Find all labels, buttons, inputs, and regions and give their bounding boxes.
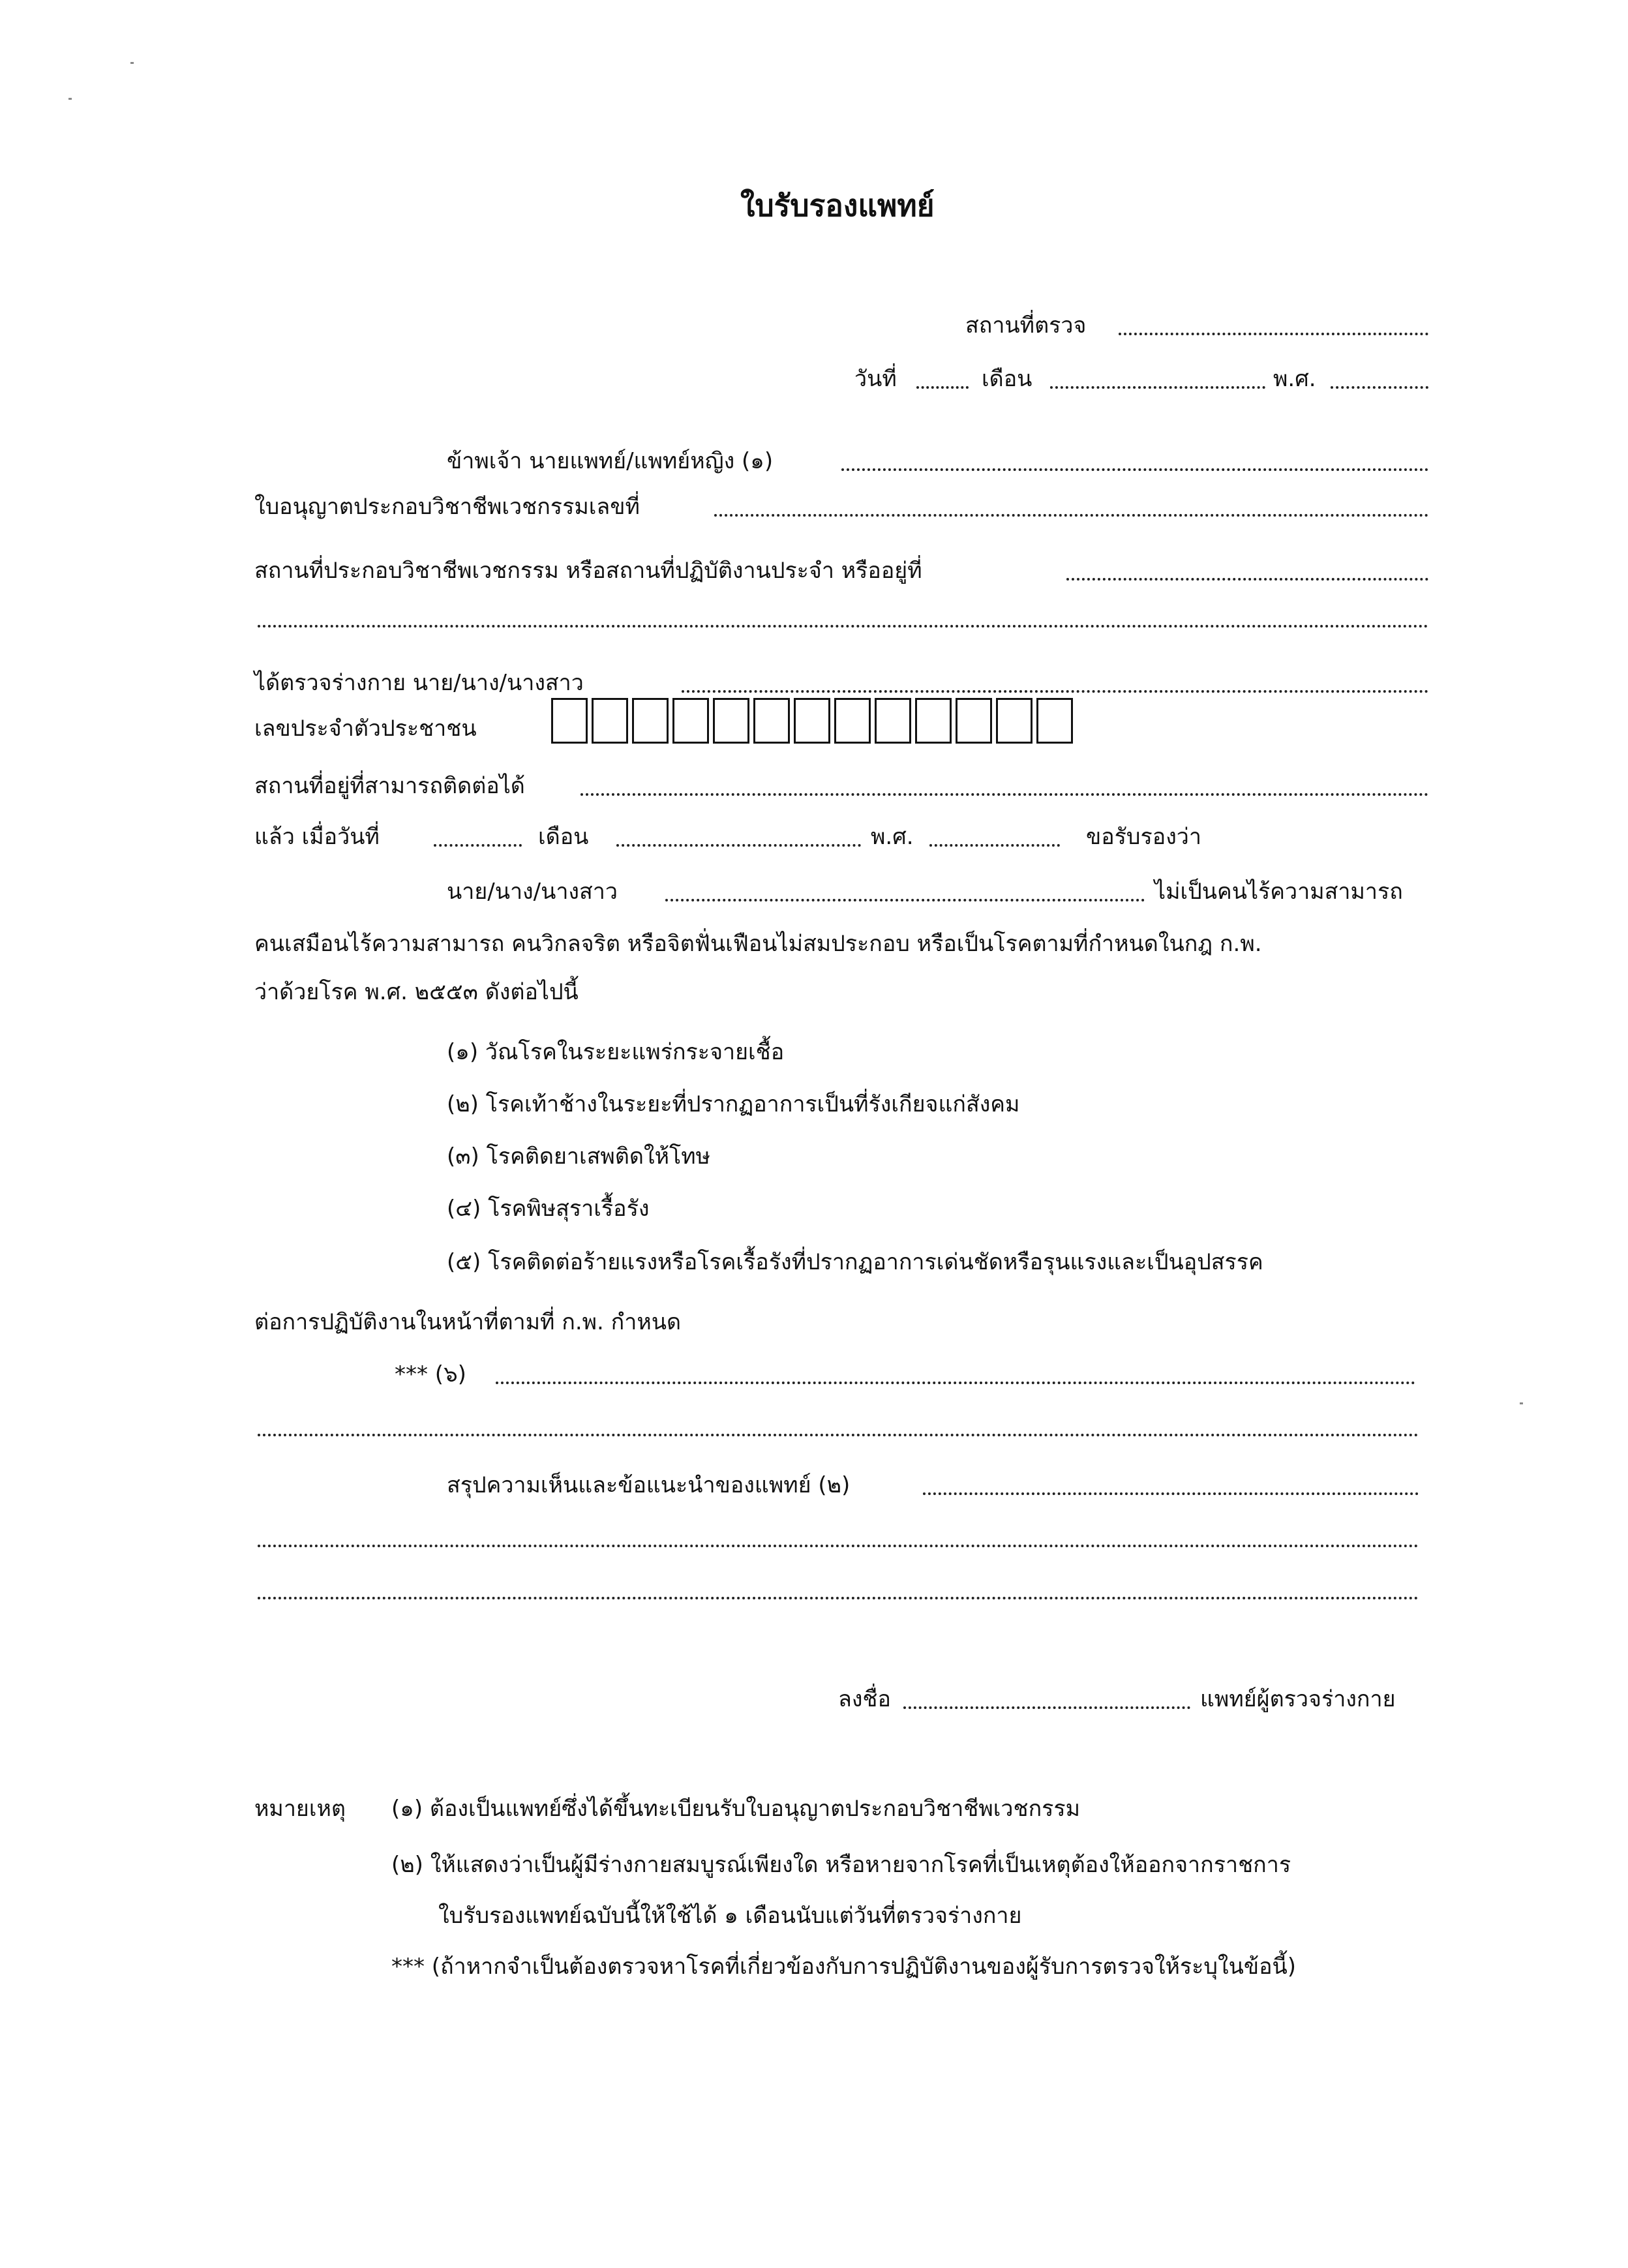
disease-item: (๒) โรคเท้าช้างในระยะที่ปรากฏอาการเป็นที่รังเกียจแก่สังคม	[447, 1091, 1020, 1117]
month-label: เดือน	[982, 366, 1033, 392]
summary-field[interactable]	[923, 1492, 1419, 1495]
summary-field-cont[interactable]	[258, 1545, 1419, 1547]
date-label: วันที่	[854, 366, 897, 392]
note-2-line-1: (๒) ให้แสดงว่าเป็นผู้มีร่างกายสมบูรณ์เพียงใด หรือหายจากโรคที่เป็นเหตุต้องให้ออกจากราชการ	[391, 1852, 1291, 1878]
id-digit-box[interactable]	[672, 698, 709, 744]
scan-speck	[130, 62, 134, 64]
summary-field-cont[interactable]	[258, 1597, 1419, 1599]
disease-item: (๔) โรคพิษสุราเรื้อรัง	[447, 1196, 650, 1222]
id-digit-box[interactable]	[996, 698, 1033, 744]
certify-label: ขอรับรองว่า	[1086, 824, 1201, 850]
id-digit-box[interactable]	[915, 698, 952, 744]
id-digit-box[interactable]	[551, 698, 588, 744]
then-month-label: เดือน	[538, 824, 589, 850]
note-1: (๑) ต้องเป็นแพทย์ซึ่งได้ขึ้นทะเบียนรับใบอนุญาตประกอบวิชาชีพเวชกรรม	[391, 1796, 1081, 1822]
then-date-label: แล้ว เมื่อวันที่	[254, 824, 380, 850]
item6-label: *** (๖)	[395, 1361, 466, 1387]
scan-speck	[1520, 1402, 1523, 1404]
examinee-name-field[interactable]	[682, 690, 1428, 693]
license-label: ใบอนุญาตประกอบวิชาชีพเวชกรรมเลขที่	[254, 494, 640, 520]
id-digit-box[interactable]	[1036, 698, 1073, 744]
day-field[interactable]	[916, 386, 969, 389]
then-day-field[interactable]	[434, 844, 522, 847]
summary-label: สรุปความเห็นและข้อแนะนำของแพทย์ (๒)	[447, 1472, 851, 1498]
license-number-field[interactable]	[714, 514, 1428, 517]
then-year-label: พ.ศ.	[871, 824, 914, 850]
certified-name-field[interactable]	[665, 899, 1145, 901]
note-3: *** (ถ้าหากจำเป็นต้องตรวจหาโรคที่เกี่ยวข้องกับการปฏิบัติงานของผู้รับการตรวจให้ระบุในข้อนี้)	[391, 1954, 1296, 1980]
year-label: พ.ศ.	[1273, 366, 1316, 392]
exam-place-label: สถานที่ตรวจ	[965, 312, 1087, 339]
then-year-field[interactable]	[929, 844, 1060, 847]
id-digit-box[interactable]	[713, 698, 749, 744]
id-digit-box[interactable]	[956, 698, 992, 744]
id-digit-box[interactable]	[794, 698, 830, 744]
sign-label: ลงชื่อ	[838, 1686, 891, 1712]
workplace-label: สถานที่ประกอบวิชาชีพเวชกรรม หรือสถานที่ปฏิบัติงานประจำ หรืออยู่ที่	[254, 558, 922, 584]
scan-speck	[68, 98, 72, 100]
note-2-line-2: ใบรับรองแพทย์ฉบับนี้ให้ใช้ได้ ๑ เดือนนับแต่วันที่ตรวจร่างกาย	[438, 1903, 1022, 1929]
year-field[interactable]	[1331, 386, 1428, 389]
exam-place-field[interactable]	[1119, 333, 1428, 335]
disease-item: (๓) โรคติดยาเสพติดให้โทษ	[447, 1143, 711, 1170]
doctor-name-field[interactable]	[841, 468, 1428, 471]
statement-line-1: คนเสมือนไร้ความสามารถ คนวิกลจริต หรือจิตฟั่นเฟือนไม่สมประกอบ หรือเป็นโรคตามที่กำหนดในกฎ ก.พ.	[254, 931, 1262, 957]
id-digit-box[interactable]	[592, 698, 628, 744]
item6-field[interactable]	[496, 1382, 1415, 1384]
not-incapable-text: ไม่เป็นคนไร้ความสามารถ	[1154, 879, 1403, 905]
id-digit-box[interactable]	[834, 698, 871, 744]
month-field[interactable]	[1050, 386, 1265, 389]
id-digit-box[interactable]	[875, 698, 911, 744]
doctor-label: ข้าพเจ้า นายแพทย์/แพทย์หญิง (๑)	[447, 448, 774, 474]
notes-heading: หมายเหตุ	[254, 1796, 346, 1822]
contact-address-label: สถานที่อยู่ที่สามารถติดต่อได้	[254, 773, 525, 799]
disease-item-cont: ต่อการปฏิบัติงานในหน้าที่ตามที่ ก.พ. กำหนด	[254, 1309, 682, 1335]
item6-field-cont[interactable]	[258, 1434, 1419, 1436]
disease-item: (๑) วัณโรคในระยะแพร่กระจายเชื้อ	[447, 1039, 785, 1065]
signature-field[interactable]	[903, 1706, 1190, 1709]
then-month-field[interactable]	[616, 844, 861, 847]
workplace-field-cont[interactable]	[258, 625, 1428, 627]
page-title: ใบรับรองแพทย์	[740, 188, 935, 223]
signer-role: แพทย์ผู้ตรวจร่างกาย	[1200, 1686, 1396, 1712]
disease-item: (๕) โรคติดต่อร้ายแรงหรือโรคเรื้อรังที่ปรากฏอาการเด่นชัดหรือรุนแรงและเป็นอุปสรรค	[447, 1249, 1263, 1275]
contact-address-field[interactable]	[580, 793, 1428, 796]
national-id-boxes[interactable]	[551, 698, 1073, 744]
examined-label: ได้ตรวจร่างกาย นาย/นาง/นางสาว	[254, 670, 584, 696]
certified-name-label: นาย/นาง/นางสาว	[447, 879, 618, 905]
workplace-field[interactable]	[1066, 578, 1428, 581]
id-digit-box[interactable]	[632, 698, 669, 744]
id-label: เลขประจำตัวประชาชน	[254, 716, 477, 742]
id-digit-box[interactable]	[753, 698, 790, 744]
statement-line-2: ว่าด้วยโรค พ.ศ. ๒๕๕๓ ดังต่อไปนี้	[254, 979, 579, 1005]
